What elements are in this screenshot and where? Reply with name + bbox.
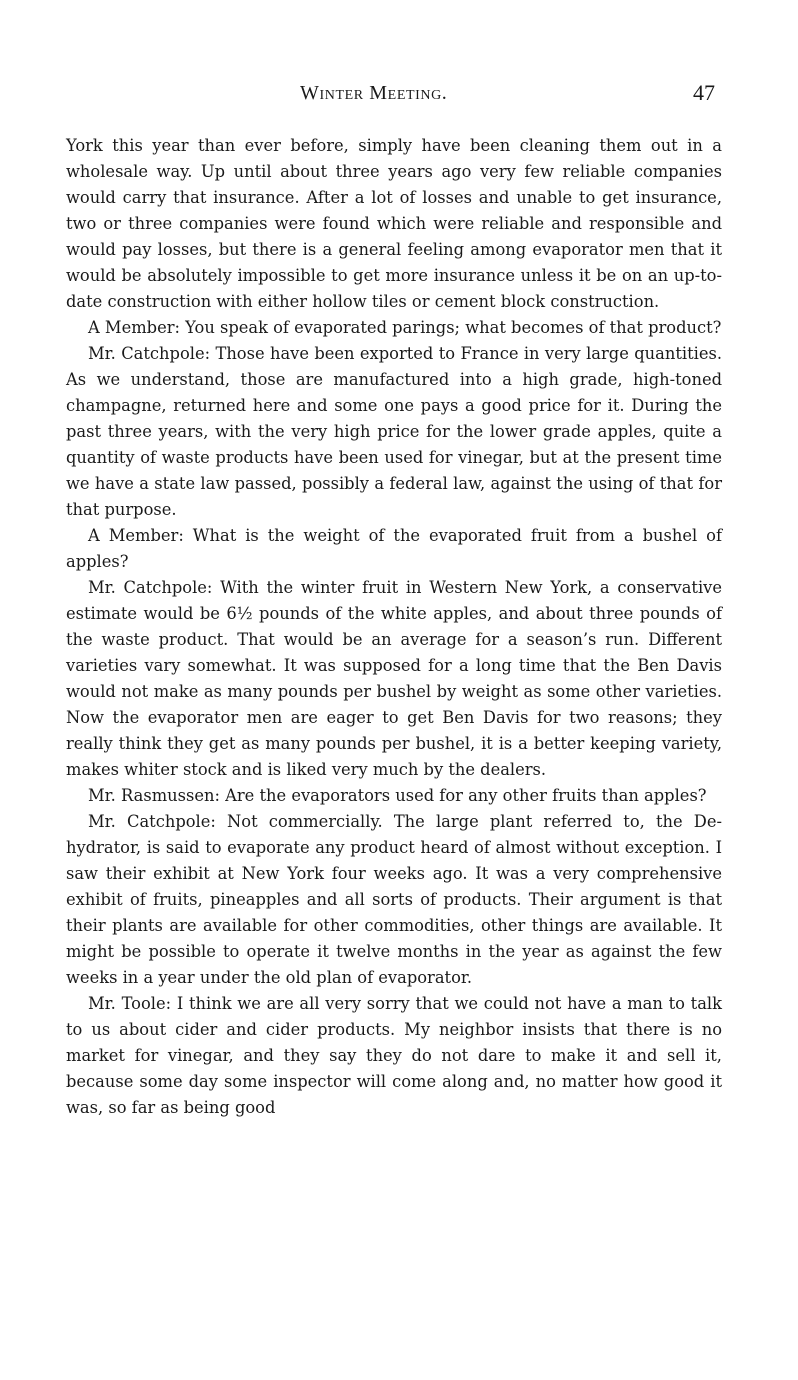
paragraph-member-question-parings: A Member: You speak of evaporated parings; what becomes of that product? — [88, 318, 722, 337]
running-head — [0, 80, 798, 110]
paragraph-toole-remark: Mr. Toole: I think we are all very sorry that we could not have a man to talk to us about cider and cider products. My neighbor insists that there is no market for vinegar, and they say they do not dare to make it and sell it, because some day some inspector will come along and, no matter how good it was, so far as being good — [66, 994, 722, 1117]
paragraph-catchpole-reply-exports: Mr. Catchpole: Those have been exported to France in very large quantities. As we understand, those are manufactured into a high grade, high-toned champagne, returned here and some one pays a good price for it. During the past three years, with the very high price for the lower grade apples, quite a quantity of waste products have been used for vinegar, but at the present time we have a state law passed, possibly a federal law, against the using of that for that purpose. — [66, 344, 722, 519]
paragraph-member-question-weight: A Member: What is the weight of the evaporated fruit from a bushel of apples? — [66, 526, 722, 571]
paragraph-continuation: York this year than ever before, simply have been cleaning them out in a wholesale way. Up until about three years ago very few reliable companies would carry that insurance. After a lot of losses and unable to get insurance, two or three companies were found which were reliable and responsible and would pay losses, but there is a general feeling among evaporator men that it would be absolutely impossible to get more insurance unless it be on an up-to-date construction with either hollow tiles or cement block construction. — [66, 136, 722, 311]
page-number: 47 — [693, 80, 715, 105]
paragraph-rasmussen-question: Mr. Rasmussen: Are the evaporators used for any other fruits than apples? — [88, 786, 707, 805]
paragraph-catchpole-reply-weight: Mr. Catchpole: With the winter fruit in Western New York, a conservative estimate would be 6½ pounds of the white apples, and about three pounds of the waste product. That would be an average for a season’s run. Different varieties vary somewhat. It was supposed for a long time that the Ben Davis would not make as many pounds per bushel by weight as some other varieties. Now the evaporator men are eager to get Ben Davis for two reasons; they really think they get as many pounds per bushel, it is a better keeping variety, makes whiter stock and is liked very much by the dealers. — [66, 578, 722, 779]
body-text — [66, 133, 722, 1121]
running-title: Winter Meeting. — [300, 82, 448, 104]
paragraph-catchpole-reply-dehydrator: Mr. Catchpole: Not commercially. The large plant referred to, the De-hydrator, is said to evaporate any product heard of almost without exception. I saw their exhibit at New York four weeks ago. It was a very comprehensive exhibit of fruits, pineapples and all sorts of products. Their argument is that their plants are available for other commodities, other things are available. It might be possible to operate it twelve months in the year as against the few weeks in a year under the old plan of evaporator. — [66, 812, 722, 987]
